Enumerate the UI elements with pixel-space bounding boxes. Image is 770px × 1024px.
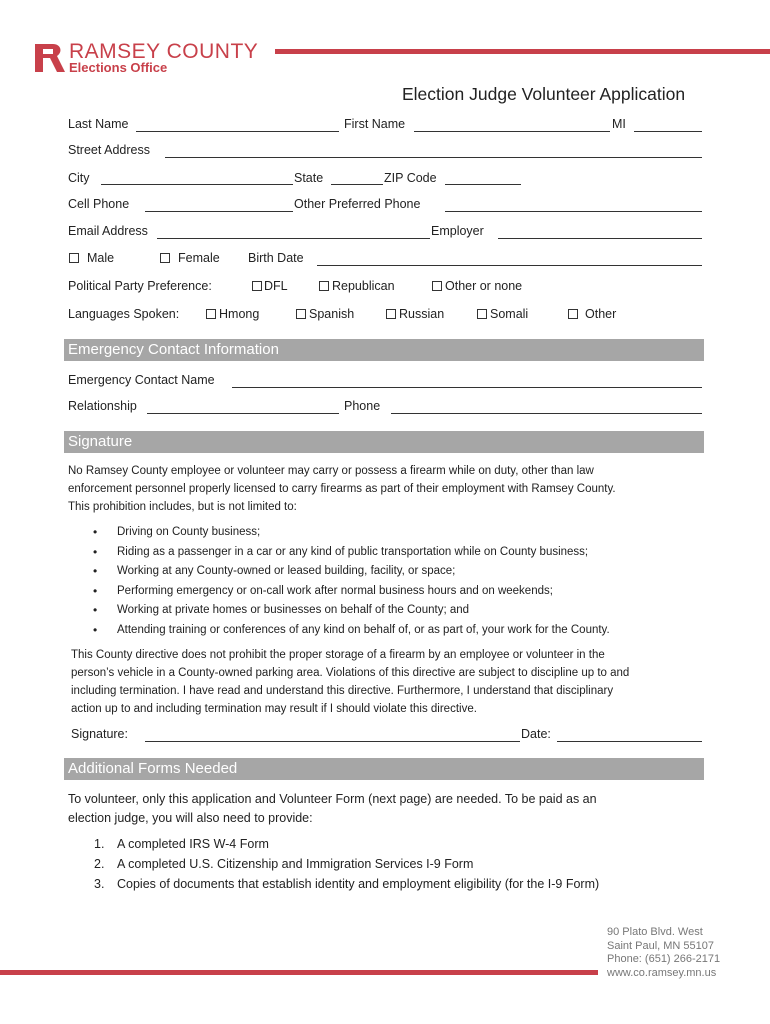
city-input[interactable] xyxy=(101,172,293,185)
other-phone-field[interactable] xyxy=(445,198,702,212)
mi-field[interactable] xyxy=(634,118,702,132)
first-name-field[interactable] xyxy=(414,118,610,132)
directive-line-2: person’s vehicle in a County-owned parking area. Violations of this directive are subject to discipline up to and xyxy=(71,667,630,679)
female-checkbox[interactable] xyxy=(160,253,170,263)
footer-address xyxy=(607,926,720,980)
email-input[interactable] xyxy=(157,226,430,239)
signature-input[interactable] xyxy=(145,729,520,742)
date-input[interactable] xyxy=(557,729,702,742)
party-republican-label: Republican xyxy=(332,279,395,293)
male-label: Male xyxy=(87,251,115,265)
relationship-label: Relationship xyxy=(68,399,137,413)
language-spanish-checkbox[interactable] xyxy=(296,309,306,319)
zip-label: ZIP Code xyxy=(384,171,437,185)
emergency-contact-heading: Emergency Contact Information xyxy=(64,339,704,361)
mi-input[interactable] xyxy=(634,119,702,132)
relationship-input[interactable] xyxy=(147,401,339,414)
firearm-intro-line-3: This prohibition includes, but is not limited to: xyxy=(68,501,297,513)
list-item: • Riding as a passenger in a car or any kind of public transportation while on County business; xyxy=(90,543,610,563)
zip-input[interactable] xyxy=(445,172,521,185)
list-item: • Attending training or conferences of any kind on behalf of, or as part of, your work for the County. xyxy=(90,621,610,641)
prohibition-list xyxy=(90,523,610,640)
ramsey-county-logo xyxy=(33,42,273,78)
street-address-field[interactable] xyxy=(165,144,702,158)
last-name-input[interactable] xyxy=(136,119,339,132)
emergency-phone-field[interactable] xyxy=(391,400,702,414)
language-other-label: Other xyxy=(585,307,617,321)
birth-date-input[interactable] xyxy=(317,253,702,266)
firearm-intro-line-2: enforcement personnel properly licensed to carry firearms as part of their employment with Ramsey County. xyxy=(68,483,616,495)
zip-field[interactable] xyxy=(445,171,521,185)
additional-intro-line-2: election judge, you will also need to provide: xyxy=(68,811,313,825)
list-item: • Driving on County business; xyxy=(90,523,610,543)
emergency-phone-label: Phone xyxy=(344,399,381,413)
street-address-label: Street Address xyxy=(68,143,150,157)
header-red-bar xyxy=(275,49,770,54)
list-item: • Working at private homes or businesses on behalf of the County; and xyxy=(90,601,610,621)
city-label: City xyxy=(68,171,90,185)
language-russian-label: Russian xyxy=(399,307,445,321)
directive-line-3: including termination. I have read and understand this directive. Furthermore, I understand that disciplinary xyxy=(71,685,614,697)
languages-label: Languages Spoken: xyxy=(68,307,180,321)
language-russian-checkbox[interactable] xyxy=(386,309,396,319)
additional-intro-line-1: To volunteer, only this application and Volunteer Form (next page) are needed. To be paid as an xyxy=(68,792,597,806)
employer-input[interactable] xyxy=(498,226,702,239)
date-field[interactable] xyxy=(557,728,702,742)
footer-address-line-2: Saint Paul, MN 55107 xyxy=(607,939,715,952)
state-label: State xyxy=(294,171,324,185)
cell-phone-label: Cell Phone xyxy=(68,197,130,211)
language-hmong-checkbox[interactable] xyxy=(206,309,216,319)
office-name: Elections Office xyxy=(69,60,168,75)
list-item: 3. Copies of documents that establish identity and employment eligibility (for the I-9 Form) xyxy=(94,877,600,891)
language-somali-checkbox[interactable] xyxy=(477,309,487,319)
org-name: RAMSEY COUNTY xyxy=(69,40,259,63)
last-name-label: Last Name xyxy=(68,117,129,131)
email-field[interactable] xyxy=(157,225,430,239)
party-other-label: Other or none xyxy=(445,279,523,293)
document-title: Election Judge Volunteer Application xyxy=(402,84,686,104)
additional-forms-heading: Additional Forms Needed xyxy=(64,758,704,780)
language-spanish-label: Spanish xyxy=(309,307,355,321)
employer-label: Employer xyxy=(431,224,484,238)
date-label: Date: xyxy=(521,727,551,741)
directive-line-4: action up to and including termination may result if I should violate this directive. xyxy=(71,703,477,715)
last-name-field[interactable] xyxy=(136,118,339,132)
employer-field[interactable] xyxy=(498,225,702,239)
footer-address-line-1: 90 Plato Blvd. West xyxy=(607,926,703,938)
birth-date-field[interactable] xyxy=(317,252,702,266)
firearm-intro-line-1: No Ramsey County employee or volunteer may carry or possess a firearm while on duty, other than law xyxy=(68,465,594,477)
city-field[interactable] xyxy=(101,171,293,185)
state-input[interactable] xyxy=(331,172,383,185)
language-somali-label: Somali xyxy=(490,307,529,321)
mi-label: MI xyxy=(612,117,626,131)
footer-phone: Phone: (651) 266-2171 xyxy=(607,953,721,965)
footer-website[interactable]: www.co.ramsey.mn.us xyxy=(607,966,717,979)
party-preference-label: Political Party Preference: xyxy=(68,279,212,293)
female-label: Female xyxy=(178,251,220,265)
list-item: • Working at any County-owned or leased building, facility, or space; xyxy=(90,562,610,582)
first-name-input[interactable] xyxy=(414,119,610,132)
list-item: 1. A completed IRS W-4 Form xyxy=(94,837,269,851)
other-phone-input[interactable] xyxy=(445,199,702,212)
emergency-name-input[interactable] xyxy=(232,375,702,388)
party-other-checkbox[interactable] xyxy=(432,281,442,291)
signature-heading: Signature xyxy=(64,431,704,453)
required-forms-list xyxy=(94,834,599,894)
footer-red-bar xyxy=(0,970,598,975)
emergency-phone-input[interactable] xyxy=(391,401,702,414)
directive-line-1: This County directive does not prohibit the proper storage of a firearm by an employee or volunteer in the xyxy=(71,649,605,661)
emergency-name-field[interactable] xyxy=(232,374,702,388)
email-label: Email Address xyxy=(68,224,148,238)
signature-field[interactable] xyxy=(145,728,520,742)
firearm-policy-intro xyxy=(68,462,708,516)
list-item: • Performing emergency or on-call work after normal business hours and on weekends; xyxy=(90,582,610,602)
additional-intro xyxy=(68,790,708,828)
first-name-label: First Name xyxy=(344,117,406,131)
firearm-directive xyxy=(71,646,711,718)
male-checkbox[interactable] xyxy=(69,253,79,263)
other-phone-label: Other Preferred Phone xyxy=(294,197,421,211)
language-other-checkbox[interactable] xyxy=(568,309,578,319)
language-hmong-label: Hmong xyxy=(219,307,260,321)
party-dfl-checkbox[interactable] xyxy=(252,281,262,291)
list-item: 2. A completed U.S. Citizenship and Immigration Services I-9 Form xyxy=(94,857,474,871)
state-field[interactable] xyxy=(331,171,383,185)
party-dfl-label: DFL xyxy=(264,279,288,293)
street-address-input[interactable] xyxy=(165,145,702,158)
signature-label: Signature: xyxy=(71,727,128,741)
cell-phone-field[interactable] xyxy=(145,198,293,212)
birth-date-label: Birth Date xyxy=(248,251,304,265)
relationship-field[interactable] xyxy=(147,400,339,414)
party-republican-checkbox[interactable] xyxy=(319,281,329,291)
cell-phone-input[interactable] xyxy=(145,199,293,212)
emergency-name-label: Emergency Contact Name xyxy=(68,373,215,387)
ramsey-logo-mark-icon xyxy=(33,42,67,74)
